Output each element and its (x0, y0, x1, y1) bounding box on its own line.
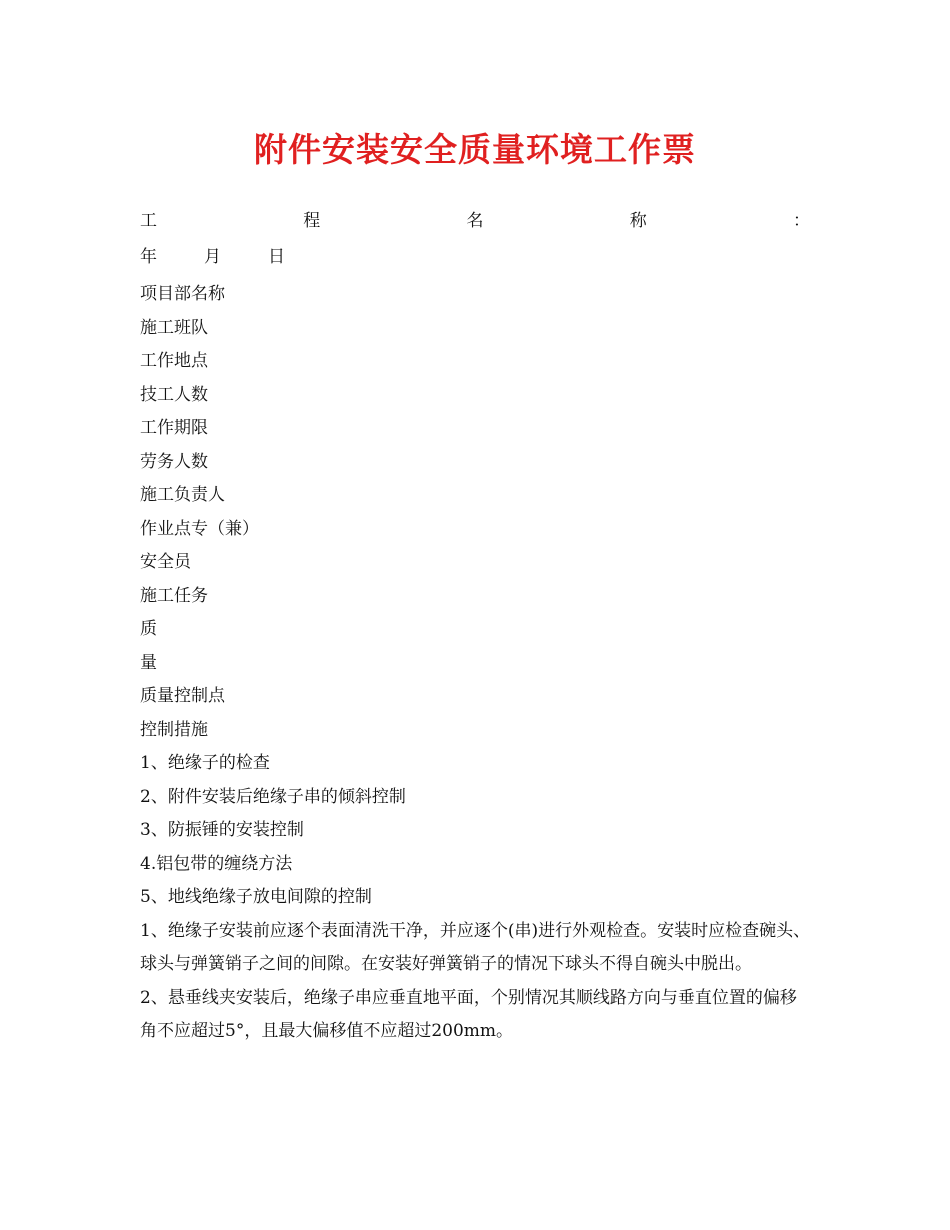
field-label: 施工负责人 (140, 485, 225, 505)
project-line-char: 程 (303, 211, 321, 231)
control-item: 1、绝缘子的检查 (140, 753, 270, 773)
control-item: 4.铝包带的缠绕方法 (140, 853, 293, 874)
field-label: 施工班队 (140, 317, 208, 338)
field-label: 技工人数 (140, 384, 208, 405)
project-line-char: 工 (140, 211, 157, 231)
control-item: 5、地线绝缘子放电间隙的控制 (140, 887, 372, 907)
date-month: 月 (204, 247, 221, 267)
field-label: 劳务人数 (140, 451, 208, 472)
field-label: 质量控制点 (140, 686, 225, 706)
field-label: 作业点专（兼） (140, 518, 259, 539)
measure-paragraph: 1、绝缘子安装前应逐个表面清洗干净，并应逐个(串)进行外观检查。安装时应检查碗头、球头与弹簧销子之间的间隙。在安装好弹簧销子的情况下球头不得自碗头中脱出。 (140, 920, 811, 974)
document-body (140, 278, 812, 1049)
project-name-line (140, 208, 810, 234)
control-item: 3、防振锤的安装控制 (140, 820, 304, 840)
project-line-char: 名 (466, 211, 484, 231)
field-label: 施工任务 (140, 585, 208, 606)
date-line (140, 244, 332, 270)
document-title: 附件安装安全质量环境工作票 (254, 130, 696, 169)
field-label: 项目部名称 (140, 284, 225, 304)
date-year: 年 (140, 247, 157, 267)
field-label: 工作地点 (140, 351, 208, 371)
project-line-colon: ： (793, 211, 810, 231)
field-label: 控制措施 (140, 719, 208, 740)
date-day: 日 (268, 247, 285, 267)
field-label: 安全员 (140, 552, 191, 572)
project-line-char: 称 (629, 211, 647, 231)
measure-paragraph: 2、悬垂线夹安装后，绝缘子串应垂直地平面，个别情况其顺线路方向与垂直位置的偏移角不应超过5°，且最大偏移值不应超过200mm。 (140, 987, 797, 1041)
control-item: 2、附件安装后绝缘子串的倾斜控制 (140, 786, 406, 807)
field-label: 量 (140, 652, 157, 673)
field-label: 工作期限 (140, 418, 208, 438)
field-label: 质 (140, 619, 157, 639)
